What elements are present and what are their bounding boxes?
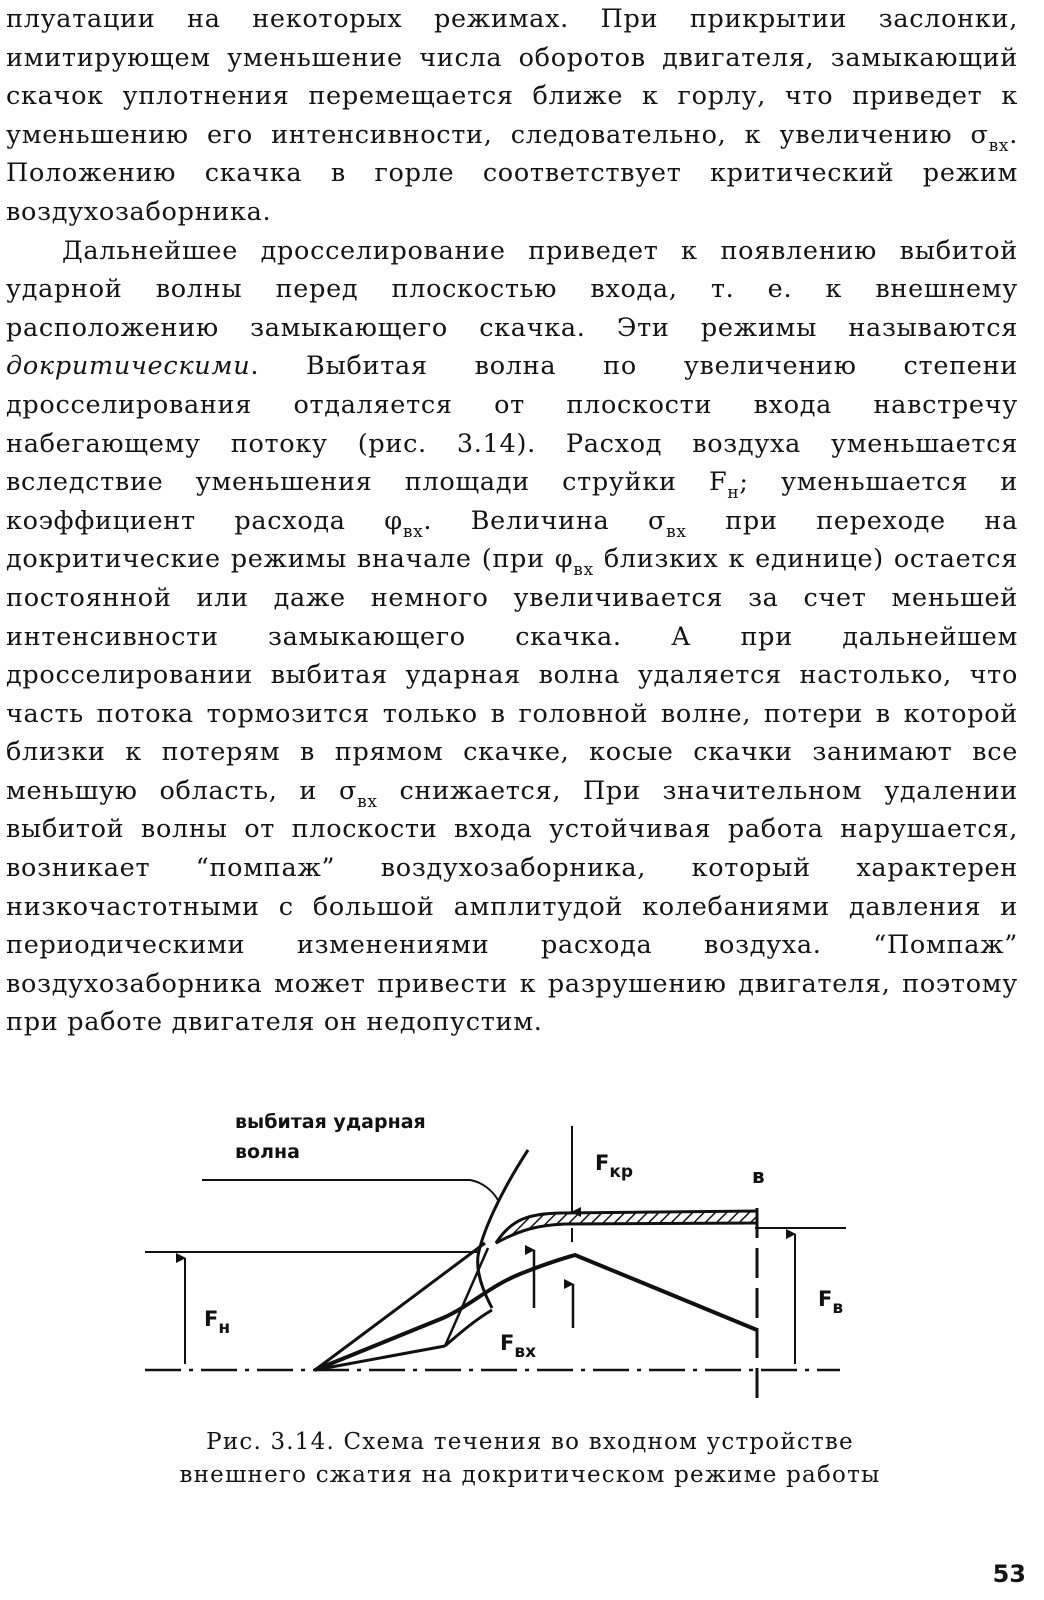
- page-number: 53: [992, 1560, 1026, 1588]
- inlet-cowl: [496, 1211, 757, 1243]
- label-detached-wave-line2: волна: [235, 1141, 300, 1163]
- figure-caption: [100, 1426, 960, 1492]
- caption-line-2: внешнего сжатия на докритическом режиме работы: [179, 1462, 881, 1488]
- text-run: при переходе на докритические режимы вначале (при φ: [6, 505, 1019, 575]
- subscript: вх: [357, 791, 378, 812]
- text-run: снижается, При значительном удалении выбитой волны от плоскости входа устойчивая работа нарушается, возникает “помпаж” воздухозаборника, который характерен низкочастотными с большой амплитудой колебаниями давления и периодическими изменениями расхода воздуха. “Помпаж” воздухозаборника может привести к разрушению двигателя, поэтому при работе двигателя он недопустим.: [6, 775, 1018, 1038]
- figure-inlet-scheme: [140, 1108, 880, 1408]
- label-f-n-sub: н: [218, 1318, 231, 1338]
- label-f-kr: [595, 1151, 633, 1182]
- label-leader-line: [202, 1180, 498, 1200]
- body-text: [6, 0, 1018, 1042]
- label-f-vx-letter: F: [500, 1331, 515, 1355]
- label-f-kr-sub: кр: [609, 1162, 634, 1182]
- text-run: . Величина σ: [423, 505, 667, 536]
- label-detached-wave-line1: выбитая ударная: [235, 1111, 426, 1133]
- text-run: . Выбитая волна по увеличению степени дросселирования отдаляется от плоскости входа навстречу набегающему потоку (рис. 3.14). Расход воздуха уменьшается вследствие уменьшения площади струйки F: [6, 351, 1018, 498]
- label-section-b: в: [752, 1164, 765, 1188]
- paragraph-1: [6, 0, 1018, 232]
- subscript: н: [727, 483, 740, 504]
- text-run: плуатации на некоторых режимах. При прикрытии заслонки, имитирующем уменьшение числа оборотов двигателя, замыкающий скачок уплотнения перемещается ближе к горлу, что приведет к уменьшению его интенсивности, следовательно, к увеличению σ: [6, 4, 1018, 150]
- label-f-v: [818, 1287, 843, 1318]
- label-f-vx-sub: вх: [514, 1342, 537, 1362]
- paragraph-2: [6, 232, 1018, 1042]
- text-run: Дальнейшее дросселирование приведет к появлению выбитой ударной волны перед плоскостью входа, т. е. к внешнему расположению замыкающего скачка. Эти режимы называются: [6, 235, 1018, 343]
- text-run: близких к единице) остается постоянной или даже немного увеличивается за счет меньшей интенсивности замыкающего скачка. А при дальнейшем дросселировании выбитая ударная волна удаляется настолько, что часть потока тормозится только в головной волне, потери в которой близки к потерям в прямом скачке, косые скачки занимают все меньшую область, и σ: [6, 544, 1018, 806]
- label-f-v-sub: в: [832, 1298, 844, 1318]
- caption-line-1: Рис. 3.14. Схема течения во входном устройстве: [206, 1429, 854, 1455]
- text-run: ; уменьшается и коэффициент расхода φ: [6, 467, 1018, 536]
- label-f-vx: [500, 1331, 536, 1362]
- label-f-n-letter: F: [204, 1307, 219, 1331]
- label-f-v-letter: F: [818, 1287, 833, 1311]
- label-f-kr-letter: F: [595, 1151, 610, 1175]
- subscript: вх: [666, 521, 687, 542]
- inlet-diagram: [140, 1108, 880, 1408]
- emphasis-term: докритическими: [6, 351, 251, 382]
- subscript: вх: [988, 135, 1010, 156]
- subscript: вх: [573, 560, 594, 581]
- subscript: вх: [402, 521, 424, 542]
- label-f-n: [204, 1307, 230, 1338]
- spike-lower-edge: [315, 1346, 445, 1370]
- oblique-shock-1: [315, 1243, 485, 1370]
- text-run: . Положению скачка в горле соответствует критический режим воздухозаборника.: [6, 119, 1018, 227]
